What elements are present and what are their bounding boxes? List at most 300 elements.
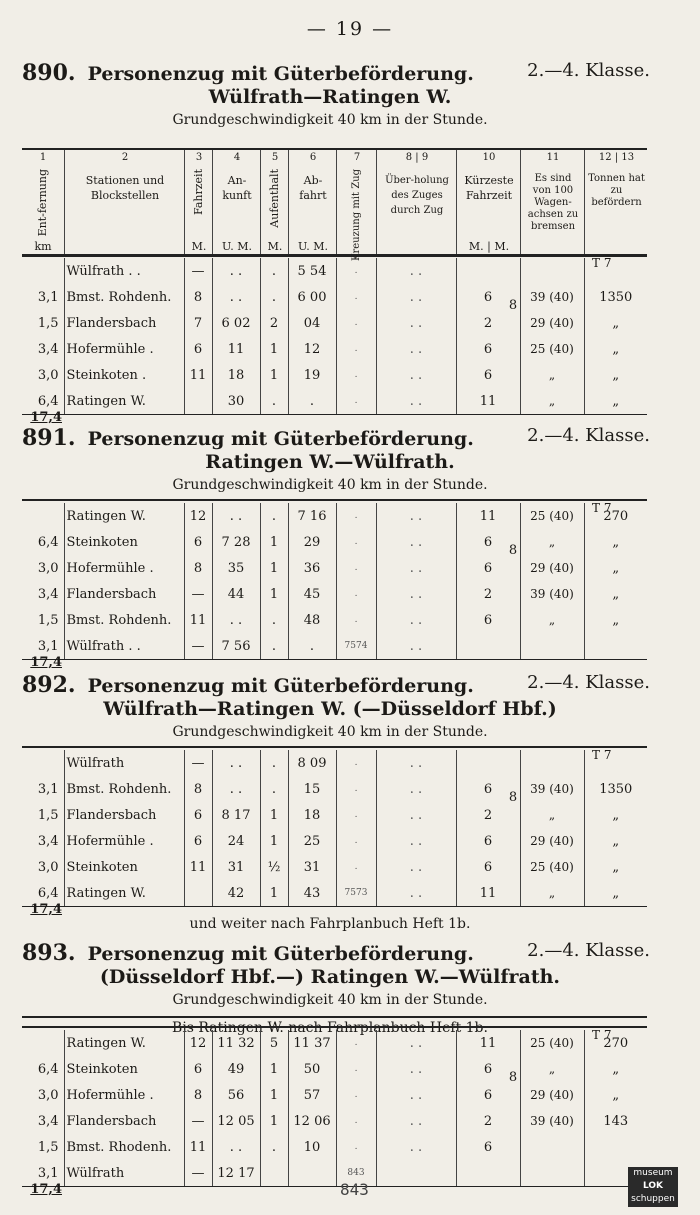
cell-ueberholung: . . — [376, 854, 456, 880]
cell-kuerzeste — [456, 1160, 520, 1187]
col-kreuzung: 7 Kreuzung mit Zug — [336, 150, 377, 256]
cell-km — [22, 750, 64, 776]
timetable-row — [22, 802, 647, 828]
cell-station: Wülfrath . . — [64, 633, 184, 660]
cell-aufenthalt: 1 — [260, 880, 288, 907]
cell-ankunft: . . — [212, 776, 260, 802]
tonnage-class: T 7 — [592, 256, 612, 270]
train-speed: Grundgeschwindigkeit 40 km in der Stunde. — [172, 112, 488, 128]
cell-ueberholung: . . — [376, 1082, 456, 1108]
cell-km: 3,4 — [37, 833, 59, 849]
cell-kreuzung: . — [336, 503, 376, 529]
cell-aufenthalt: 2 — [260, 310, 288, 336]
cell-bremsen — [520, 258, 584, 284]
cell-tonnen: 1350 — [584, 284, 647, 310]
total-km: 17,4 — [30, 655, 62, 670]
train-title: Personenzug mit Güterbeförderung. — [87, 63, 474, 85]
cell-aufenthalt: 1 — [260, 555, 288, 581]
train-route: Wülfrath—Ratingen W. (—Düsseldorf Hbf.) — [103, 698, 557, 720]
cell-ankunft: 8 17 — [212, 802, 260, 828]
cell-bremsen: 29 (40) — [520, 828, 584, 854]
sub-kuerzeste: 8 — [508, 1070, 518, 1085]
cell-aufenthalt: 1 — [260, 1056, 288, 1082]
cell-ankunft: . . — [212, 1134, 260, 1160]
cell-aufenthalt: 1 — [260, 581, 288, 607]
cell-km: 1,5 — [37, 807, 59, 823]
total-km: 17,4 — [30, 902, 62, 917]
cell-bremsen — [520, 750, 584, 776]
cell-ankunft: 24 — [212, 828, 260, 854]
cell-kreuzung: 7573 — [336, 880, 376, 907]
cell-abfahrt: 36 — [288, 555, 336, 581]
cell-abfahrt — [288, 1160, 336, 1187]
timetable — [22, 258, 647, 415]
train-heading — [22, 672, 650, 698]
sub-kuerzeste: 8 — [508, 298, 518, 313]
cell-kuerzeste — [456, 750, 520, 776]
cell-km — [22, 503, 64, 529]
cell-ankunft: . . — [212, 258, 260, 284]
timetable-row — [22, 854, 647, 880]
cell-tonnen — [584, 633, 647, 660]
rule — [22, 499, 647, 501]
timetable-row — [22, 388, 647, 415]
cell-aufenthalt: 1 — [260, 828, 288, 854]
cell-km: 1,5 — [37, 612, 59, 628]
cell-tonnen: „ — [584, 529, 647, 555]
sub-kuerzeste: 8 — [508, 543, 518, 558]
cell-fahrzeit: 11 — [184, 1134, 212, 1160]
timetable-row — [22, 607, 647, 633]
timetable — [22, 750, 647, 907]
cell-ankunft: . . — [212, 284, 260, 310]
cell-kreuzung: . — [336, 581, 376, 607]
timetable-row — [22, 362, 647, 388]
cell-station: Bmst. Rohdenh. — [64, 607, 184, 633]
cell-bremsen: 25 (40) — [520, 1030, 584, 1056]
train-number: 890. — [22, 60, 76, 86]
cell-fahrzeit — [184, 880, 212, 907]
timetable-row — [22, 880, 647, 907]
cell-ankunft: 11 32 — [212, 1030, 260, 1056]
cell-bremsen: 29 (40) — [520, 310, 584, 336]
cell-kuerzeste: 6 — [456, 1056, 520, 1082]
cell-km: 3,1 — [37, 289, 59, 305]
cell-tonnen — [584, 1134, 647, 1160]
cell-kuerzeste: 6 — [456, 607, 520, 633]
cell-tonnen: „ — [584, 854, 647, 880]
train-title: Personenzug mit Güterbeförderung. — [87, 428, 474, 450]
cell-fahrzeit: 6 — [184, 802, 212, 828]
cell-ankunft: 6 02 — [212, 310, 260, 336]
cell-abfahrt: . — [288, 388, 336, 415]
cell-abfahrt: . — [288, 633, 336, 660]
cell-ueberholung: . . — [376, 310, 456, 336]
cell-km: 6,4 — [37, 1061, 59, 1077]
page-number: — 19 — — [306, 18, 394, 40]
cell-abfahrt: 25 — [288, 828, 336, 854]
cell-kreuzung: . — [336, 388, 376, 415]
cell-ueberholung: . . — [376, 1108, 456, 1134]
cell-ueberholung: . . — [376, 336, 456, 362]
cell-ankunft: . . — [212, 607, 260, 633]
cell-fahrzeit: 11 — [184, 607, 212, 633]
timetable-row — [22, 1030, 647, 1056]
cell-bremsen: 29 (40) — [520, 1082, 584, 1108]
timetable-row — [22, 555, 647, 581]
col-abfahrt: 6 Ab-fahrt U. M. — [288, 150, 337, 256]
train-klasse: 2.—4. Klasse. — [527, 425, 650, 446]
cell-fahrzeit: — — [184, 581, 212, 607]
cell-aufenthalt: . — [260, 1134, 288, 1160]
cell-bremsen: 39 (40) — [520, 581, 584, 607]
cell-kuerzeste: 11 — [456, 1030, 520, 1056]
train-note: und weiter nach Fahrplanbuch Heft 1b. — [189, 916, 471, 932]
cell-bremsen: 29 (40) — [520, 555, 584, 581]
timetable — [22, 503, 647, 660]
cell-tonnen: „ — [584, 828, 647, 854]
cell-kuerzeste: 2 — [456, 802, 520, 828]
total-km: 17,4 — [30, 1182, 62, 1197]
cell-abfahrt: 15 — [288, 776, 336, 802]
cell-ueberholung: . . — [376, 529, 456, 555]
cell-km: 3,1 — [22, 1160, 64, 1187]
cell-fahrzeit: 12 — [184, 503, 212, 529]
cell-ueberholung: . . — [376, 284, 456, 310]
cell-fahrzeit: 12 — [184, 1030, 212, 1056]
timetable-row — [22, 750, 647, 776]
cell-kreuzung: . — [336, 310, 376, 336]
timetable-row — [22, 776, 647, 802]
cell-station: Ratingen W. — [64, 503, 184, 529]
cell-aufenthalt: 1 — [260, 1108, 288, 1134]
cell-station: Flandersbach — [64, 310, 184, 336]
cell-ankunft: 44 — [212, 581, 260, 607]
cell-kreuzung: . — [336, 828, 376, 854]
rule — [22, 254, 647, 256]
col-kuerzeste: 10 Kürzeste Fahrzeit M. | M. — [456, 150, 521, 256]
timetable-row — [22, 828, 647, 854]
cell-ankunft: 49 — [212, 1056, 260, 1082]
cell-fahrzeit: — — [184, 1160, 212, 1187]
cell-aufenthalt: 1 — [260, 802, 288, 828]
cell-bremsen: „ — [520, 388, 584, 415]
cell-fahrzeit: 7 — [184, 310, 212, 336]
cell-kreuzung: . — [336, 362, 376, 388]
train-route: Ratingen W.—Wülfrath. — [205, 451, 455, 473]
cell-aufenthalt: . — [260, 284, 288, 310]
cell-station: Wülfrath — [64, 750, 184, 776]
cell-km — [22, 258, 64, 284]
cell-km: 3,4 — [37, 341, 59, 357]
train-heading — [22, 940, 650, 966]
cell-fahrzeit: — — [184, 750, 212, 776]
cell-km: 6,4 — [22, 388, 64, 415]
cell-kreuzung: . — [336, 776, 376, 802]
cell-aufenthalt: . — [260, 258, 288, 284]
rule — [22, 1026, 647, 1028]
cell-fahrzeit: — — [184, 633, 212, 660]
col-aufenthalt: 5 Aufenthalt M. — [260, 150, 289, 256]
cell-kreuzung: . — [336, 1056, 376, 1082]
cell-kreuzung: . — [336, 1082, 376, 1108]
cell-ankunft: 12 17 — [212, 1160, 260, 1187]
cell-kuerzeste: 6 — [456, 828, 520, 854]
cell-km: 3,1 — [22, 633, 64, 660]
cell-km: 3,4 — [37, 1113, 59, 1129]
cell-abfahrt: 31 — [288, 854, 336, 880]
cell-ueberholung: . . — [376, 1056, 456, 1082]
handwritten-note: 843 — [340, 1180, 369, 1199]
cell-kreuzung: . — [336, 336, 376, 362]
cell-bremsen — [520, 633, 584, 660]
cell-ueberholung: . . — [376, 607, 456, 633]
cell-abfahrt: 50 — [288, 1056, 336, 1082]
cell-fahrzeit: — — [184, 258, 212, 284]
cell-aufenthalt: ½ — [260, 854, 288, 880]
train-klasse: 2.—4. Klasse. — [527, 60, 650, 81]
cell-station: Steinkoten — [64, 854, 184, 880]
cell-fahrzeit: 6 — [184, 336, 212, 362]
cell-station: Bmst. Rohdenh. — [64, 284, 184, 310]
col-ankunft: 4 An-kunft U. M. — [212, 150, 261, 256]
cell-km: 3,0 — [37, 1087, 59, 1103]
cell-ankunft: . . — [212, 503, 260, 529]
timetable-row — [22, 581, 647, 607]
cell-kreuzung: . — [336, 258, 376, 284]
rule — [22, 746, 647, 748]
cell-kuerzeste — [456, 633, 520, 660]
cell-kreuzung: . — [336, 607, 376, 633]
cell-bremsen — [520, 1134, 584, 1160]
total-km: 17,4 — [30, 410, 62, 425]
cell-tonnen: 270 — [584, 503, 647, 529]
cell-aufenthalt: . — [260, 607, 288, 633]
cell-kreuzung: . — [336, 529, 376, 555]
cell-tonnen: 270 — [584, 1030, 647, 1056]
cell-abfahrt: 12 — [288, 336, 336, 362]
timetable-row — [22, 284, 647, 310]
cell-kuerzeste: 6 — [456, 284, 520, 310]
cell-kuerzeste: 11 — [456, 880, 520, 907]
cell-tonnen: „ — [584, 1056, 647, 1082]
cell-kuerzeste: 2 — [456, 1108, 520, 1134]
train-speed: Grundgeschwindigkeit 40 km in der Stunde. — [172, 992, 488, 1008]
cell-ueberholung: . . — [376, 633, 456, 660]
cell-station: Hofermühle . — [64, 555, 184, 581]
cell-station: Ratingen W. — [64, 1030, 184, 1056]
cell-station: Hofermühle . — [64, 828, 184, 854]
cell-ueberholung: . . — [376, 750, 456, 776]
cell-abfahrt: 43 — [288, 880, 336, 907]
cell-bremsen: 39 (40) — [520, 284, 584, 310]
cell-fahrzeit: 11 — [184, 362, 212, 388]
cell-station: Hofermühle . — [64, 1082, 184, 1108]
cell-ueberholung: . . — [376, 880, 456, 907]
cell-aufenthalt: 1 — [260, 336, 288, 362]
cell-abfahrt: 48 — [288, 607, 336, 633]
cell-fahrzeit: 8 — [184, 284, 212, 310]
cell-fahrzeit: 11 — [184, 854, 212, 880]
cell-ankunft: 30 — [212, 388, 260, 415]
cell-ueberholung: . . — [376, 581, 456, 607]
cell-kreuzung: . — [336, 750, 376, 776]
cell-bremsen: 25 (40) — [520, 336, 584, 362]
cell-ankunft: 31 — [212, 854, 260, 880]
cell-ankunft: 7 28 — [212, 529, 260, 555]
timetable-row — [22, 1160, 647, 1187]
cell-ueberholung: . . — [376, 828, 456, 854]
cell-ankunft: 35 — [212, 555, 260, 581]
cell-ankunft: 56 — [212, 1082, 260, 1108]
cell-abfahrt: 6 00 — [288, 284, 336, 310]
cell-station: Flandersbach — [64, 581, 184, 607]
cell-aufenthalt: 1 — [260, 529, 288, 555]
cell-ueberholung: . . — [376, 258, 456, 284]
cell-aufenthalt: . — [260, 750, 288, 776]
cell-kreuzung: . — [336, 555, 376, 581]
cell-ueberholung: . . — [376, 503, 456, 529]
train-klasse: 2.—4. Klasse. — [527, 672, 650, 693]
cell-tonnen: „ — [584, 802, 647, 828]
cell-aufenthalt: . — [260, 503, 288, 529]
cell-fahrzeit: 6 — [184, 529, 212, 555]
timetable-row — [22, 1134, 647, 1160]
cell-fahrzeit: — — [184, 1108, 212, 1134]
cell-ankunft: 12 05 — [212, 1108, 260, 1134]
train-heading — [22, 60, 650, 86]
cell-kreuzung: . — [336, 1134, 376, 1160]
cell-ankunft: 11 — [212, 336, 260, 362]
cell-ueberholung: . . — [376, 1030, 456, 1056]
cell-bremsen: „ — [520, 880, 584, 907]
cell-fahrzeit: 8 — [184, 1082, 212, 1108]
cell-abfahrt: 8 09 — [288, 750, 336, 776]
cell-kuerzeste: 6 — [456, 529, 520, 555]
cell-kuerzeste: 6 — [456, 362, 520, 388]
cell-abfahrt: 45 — [288, 581, 336, 607]
cell-bremsen: „ — [520, 529, 584, 555]
train-title: Personenzug mit Güterbeförderung. — [87, 943, 474, 965]
cell-tonnen: „ — [584, 336, 647, 362]
timetable-row — [22, 310, 647, 336]
cell-kuerzeste: 11 — [456, 388, 520, 415]
timetable-row — [22, 1056, 647, 1082]
cell-ankunft: 18 — [212, 362, 260, 388]
cell-tonnen: „ — [584, 607, 647, 633]
cell-tonnen: „ — [584, 310, 647, 336]
cell-kreuzung: . — [336, 284, 376, 310]
tonnage-class: T 7 — [592, 748, 612, 762]
museum-logo: museum LOK schuppen — [628, 1167, 678, 1207]
sub-kuerzeste: 8 — [508, 790, 518, 805]
cell-km: 3,4 — [37, 586, 59, 602]
cell-station: Bmst. Rhodenh. — [64, 1134, 184, 1160]
train-heading — [22, 425, 650, 451]
cell-abfahrt: 5 54 — [288, 258, 336, 284]
cell-ueberholung: . . — [376, 362, 456, 388]
train-number: 892. — [22, 672, 76, 698]
timetable — [22, 1030, 647, 1187]
cell-fahrzeit: 8 — [184, 555, 212, 581]
cell-abfahrt: 29 — [288, 529, 336, 555]
cell-aufenthalt: 1 — [260, 1082, 288, 1108]
cell-station: Steinkoten — [64, 1056, 184, 1082]
col-bremsen: 11 Es sind von 100 Wagen-achsen zu bremsen — [520, 150, 585, 256]
cell-station: Wülfrath — [64, 1160, 184, 1187]
cell-kreuzung: 843 — [336, 1160, 376, 1187]
cell-kuerzeste: 6 — [456, 776, 520, 802]
cell-km: 3,0 — [37, 560, 59, 576]
cell-ueberholung: . . — [376, 555, 456, 581]
train-klasse: 2.—4. Klasse. — [527, 940, 650, 961]
train-speed: Grundgeschwindigkeit 40 km in der Stunde. — [172, 724, 488, 740]
train-number: 891. — [22, 425, 76, 451]
cell-km: 1,5 — [37, 1139, 59, 1155]
cell-bremsen: „ — [520, 802, 584, 828]
timetable-row — [22, 633, 647, 660]
cell-abfahrt: 18 — [288, 802, 336, 828]
cell-aufenthalt: . — [260, 388, 288, 415]
cell-bremsen — [520, 1160, 584, 1187]
timetable-row — [22, 258, 647, 284]
cell-station: Flandersbach — [64, 1108, 184, 1134]
cell-kuerzeste — [456, 258, 520, 284]
cell-abfahrt: 04 — [288, 310, 336, 336]
col-stationen: 2 Stationen und Blockstellen — [64, 150, 185, 256]
cell-kuerzeste: 2 — [456, 581, 520, 607]
cell-bremsen: „ — [520, 362, 584, 388]
cell-tonnen: „ — [584, 880, 647, 907]
train-speed: Grundgeschwindigkeit 40 km in der Stunde. — [172, 477, 488, 493]
cell-km — [22, 1030, 64, 1056]
cell-kuerzeste: 6 — [456, 854, 520, 880]
cell-fahrzeit: 6 — [184, 1056, 212, 1082]
cell-station: Ratingen W. — [64, 880, 184, 907]
cell-abfahrt: 57 — [288, 1082, 336, 1108]
cell-station: Bmst. Rohdenh. — [64, 776, 184, 802]
cell-ankunft: . . — [212, 750, 260, 776]
tonnage-class: T 7 — [592, 1028, 612, 1042]
cell-ueberholung: . . — [376, 776, 456, 802]
train-pre-note: Bis Ratingen W. nach Fahrplanbuch Heft 1b. — [172, 1020, 488, 1036]
cell-aufenthalt: . — [260, 633, 288, 660]
cell-tonnen: „ — [584, 581, 647, 607]
cell-abfahrt: 10 — [288, 1134, 336, 1160]
cell-ueberholung: . . — [376, 802, 456, 828]
cell-ueberholung: . . — [376, 1134, 456, 1160]
cell-kreuzung: . — [336, 802, 376, 828]
train-title: Personenzug mit Güterbeförderung. — [87, 675, 474, 697]
cell-aufenthalt: 1 — [260, 362, 288, 388]
cell-kuerzeste: 6 — [456, 555, 520, 581]
cell-station: Hofermühle . — [64, 336, 184, 362]
cell-station: Flandersbach — [64, 802, 184, 828]
cell-station: Steinkoten . — [64, 362, 184, 388]
timetable-row — [22, 503, 647, 529]
col-tonnen: 12 | 13 Tonnen hat zu befördern — [584, 150, 648, 256]
cell-abfahrt: 12 06 — [288, 1108, 336, 1134]
cell-km: 3,0 — [37, 859, 59, 875]
cell-tonnen: „ — [584, 388, 647, 415]
tonnage-class: T 7 — [592, 501, 612, 515]
cell-bremsen: 39 (40) — [520, 776, 584, 802]
col-fahrzeit: 3 Fahrzeit M. — [184, 150, 213, 256]
cell-aufenthalt: . — [260, 776, 288, 802]
cell-tonnen: „ — [584, 362, 647, 388]
col-ueberholung: 8 | 9 Über-holung des Zuges durch Zug — [376, 150, 457, 256]
cell-ankunft: 7 56 — [212, 633, 260, 660]
